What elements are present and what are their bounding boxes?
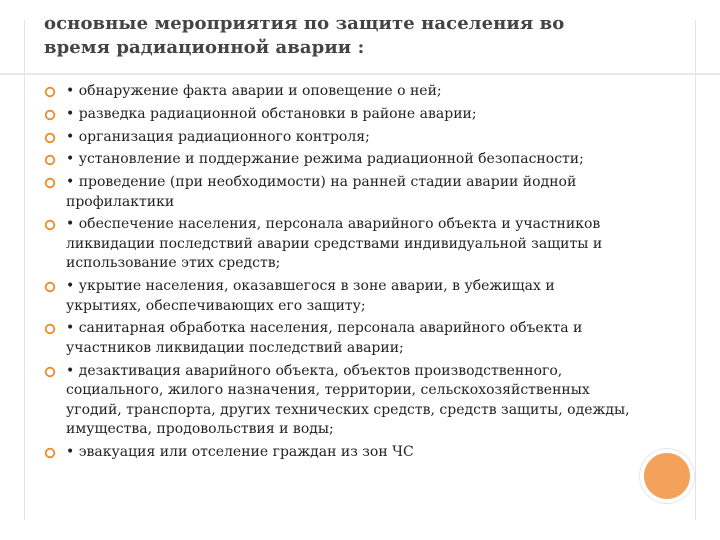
list-item [44, 215, 634, 274]
list-item-text: • обеспечение населения, персонала аварийного объекта и участников ликвидации последствий аварии средствами индивидуальной защиты и использование этих средств; [66, 216, 603, 272]
list-item [44, 128, 634, 148]
open-circle-bullet-icon [44, 281, 56, 293]
open-circle-bullet-icon [44, 323, 56, 335]
list-item-text: • проведение (при необходимости) на ранней стадии аварии йодной профилактики [66, 174, 577, 210]
list-item [44, 82, 634, 102]
list-item [44, 105, 634, 125]
list-item-text: • разведка радиационной обстановки в районе аварии; [66, 105, 477, 122]
list-item [44, 150, 634, 170]
title-divider [0, 73, 720, 75]
decorative-orange-circle [640, 449, 694, 503]
open-circle-bullet-icon [44, 219, 56, 231]
open-circle-bullet-icon [44, 366, 56, 378]
open-circle-bullet-icon [44, 132, 56, 144]
list-item [44, 443, 634, 463]
slide-title: основные мероприятия по защите населения во время радиационной аварии : [44, 13, 565, 58]
list-item [44, 173, 634, 212]
open-circle-bullet-icon [44, 177, 56, 189]
list-item [44, 319, 634, 358]
open-circle-bullet-icon [44, 86, 56, 98]
list-item-text: • организация радиационного контроля; [66, 128, 370, 145]
list-item [44, 277, 634, 316]
list-item-text: • обнаружение факта аварии и оповещение о ней; [66, 83, 442, 99]
list-item-text: • укрытие населения, оказавшегося в зоне аварии, в убежищах и укрытиях, обеспечивающих его защиту; [66, 278, 555, 314]
list-item-text: • эвакуация или отселение граждан из зон ЧС [66, 443, 414, 460]
open-circle-bullet-icon [44, 154, 56, 166]
list-item-text: • дезактивация аварийного объекта, объектов производственного, социального, жилого назначения, территории, сельскохозяйственных угодий, транспорта, других технических средств, средств защиты, одежды, имущества, продовольствия и воды; [66, 362, 630, 437]
open-circle-bullet-icon [44, 109, 56, 121]
list-item-text: • санитарная обработка населения, персонала аварийного объекта и участников ликвидации последствий аварии; [66, 320, 583, 356]
list-item-text: • установление и поддержание режима радиационной безопасности; [66, 151, 584, 168]
list-item [44, 362, 634, 440]
bullet-list [44, 82, 634, 466]
open-circle-bullet-icon [44, 447, 56, 459]
